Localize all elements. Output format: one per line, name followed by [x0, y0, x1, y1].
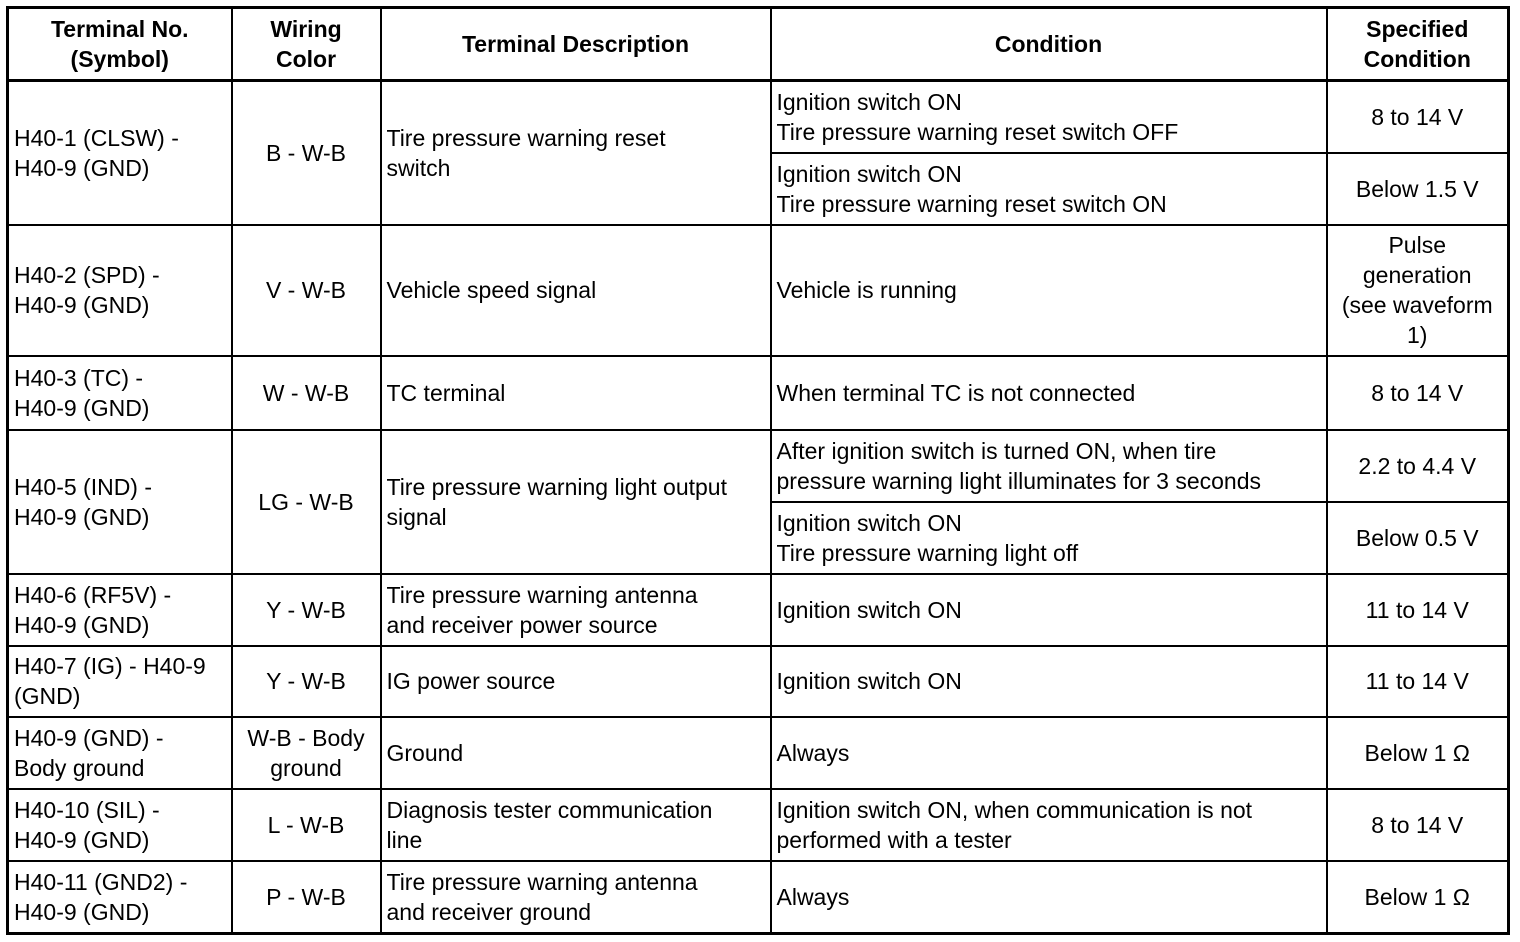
wiring-color-cell: P - W-B — [232, 861, 381, 933]
wiring-color-cell: LG - W-B — [232, 430, 381, 574]
wiring-color-cell: Y - W-B — [232, 646, 381, 718]
specified-condition-cell: 11 to 14 V — [1327, 574, 1509, 646]
terminal-cell: H40-5 (IND) - H40-9 (GND) — [8, 430, 232, 574]
condition-cell: Ignition switch ON — [771, 646, 1327, 718]
wiring-color-cell: B - W-B — [232, 81, 381, 225]
table-row — [8, 789, 1509, 861]
table-row — [8, 717, 1509, 789]
table-row — [8, 646, 1509, 718]
description-cell: Tire pressure warning antenna and receiver ground — [381, 861, 771, 933]
header-wiring-color: Wiring Color — [232, 8, 381, 81]
specified-condition-cell: 8 to 14 V — [1327, 81, 1509, 153]
description-cell: IG power source — [381, 646, 771, 718]
terminal-cell: H40-3 (TC) - H40-9 (GND) — [8, 356, 232, 430]
table-row — [8, 356, 1509, 430]
header-condition: Condition — [771, 8, 1327, 81]
specified-condition-cell: Below 1 Ω — [1327, 861, 1509, 933]
specified-condition-cell: Pulse generation (see waveform 1) — [1327, 225, 1509, 357]
terminal-cell: H40-2 (SPD) - H40-9 (GND) — [8, 225, 232, 357]
header-terminal-description: Terminal Description — [381, 8, 771, 81]
wiring-color-cell: Y - W-B — [232, 574, 381, 646]
description-cell: Tire pressure warning antenna and receiver power source — [381, 574, 771, 646]
header-terminal: Terminal No. (Symbol) — [8, 8, 232, 81]
condition-cell: Ignition switch ON Tire pressure warning light off — [771, 502, 1327, 574]
condition-cell: Ignition switch ON Tire pressure warning reset switch OFF — [771, 81, 1327, 153]
condition-cell: Always — [771, 861, 1327, 933]
condition-cell: Ignition switch ON Tire pressure warning reset switch ON — [771, 153, 1327, 225]
table-row — [8, 574, 1509, 646]
specified-condition-cell: Below 0.5 V — [1327, 502, 1509, 574]
wiring-color-cell: L - W-B — [232, 789, 381, 861]
table-row — [8, 861, 1509, 933]
terminal-cell: H40-6 (RF5V) - H40-9 (GND) — [8, 574, 232, 646]
terminal-cell: H40-10 (SIL) - H40-9 (GND) — [8, 789, 232, 861]
wiring-color-cell: W-B - Body ground — [232, 717, 381, 789]
table-row — [8, 430, 1509, 502]
specified-condition-cell: 8 to 14 V — [1327, 356, 1509, 430]
specified-condition-cell: Below 1 Ω — [1327, 717, 1509, 789]
condition-cell: Vehicle is running — [771, 225, 1327, 357]
condition-cell: Ignition switch ON, when communication is not performed with a tester — [771, 789, 1327, 861]
description-cell: Tire pressure warning reset switch — [381, 81, 771, 225]
description-cell: Tire pressure warning light output signal — [381, 430, 771, 574]
terminal-cell: H40-1 (CLSW) - H40-9 (GND) — [8, 81, 232, 225]
table-row — [8, 225, 1509, 357]
specified-condition-cell: 2.2 to 4.4 V — [1327, 430, 1509, 502]
description-cell: Ground — [381, 717, 771, 789]
condition-cell: After ignition switch is turned ON, when tire pressure warning light illuminates for 3 seconds — [771, 430, 1327, 502]
description-cell: Diagnosis tester communication line — [381, 789, 771, 861]
description-cell: Vehicle speed signal — [381, 225, 771, 357]
condition-cell: When terminal TC is not connected — [771, 356, 1327, 430]
condition-cell: Always — [771, 717, 1327, 789]
terminal-cell: H40-9 (GND) - Body ground — [8, 717, 232, 789]
wiring-color-cell: W - W-B — [232, 356, 381, 430]
terminal-cell: H40-11 (GND2) - H40-9 (GND) — [8, 861, 232, 933]
table-row — [8, 81, 1509, 153]
header-row — [8, 8, 1509, 81]
specified-condition-cell: 11 to 14 V — [1327, 646, 1509, 718]
description-cell: TC terminal — [381, 356, 771, 430]
specified-condition-cell: 8 to 14 V — [1327, 789, 1509, 861]
specified-condition-cell: Below 1.5 V — [1327, 153, 1509, 225]
condition-cell: Ignition switch ON — [771, 574, 1327, 646]
terminal-cell: H40-7 (IG) - H40-9 (GND) — [8, 646, 232, 718]
terminal-spec-table — [6, 6, 1510, 935]
header-specified-condition: Specified Condition — [1327, 8, 1509, 81]
wiring-color-cell: V - W-B — [232, 225, 381, 357]
